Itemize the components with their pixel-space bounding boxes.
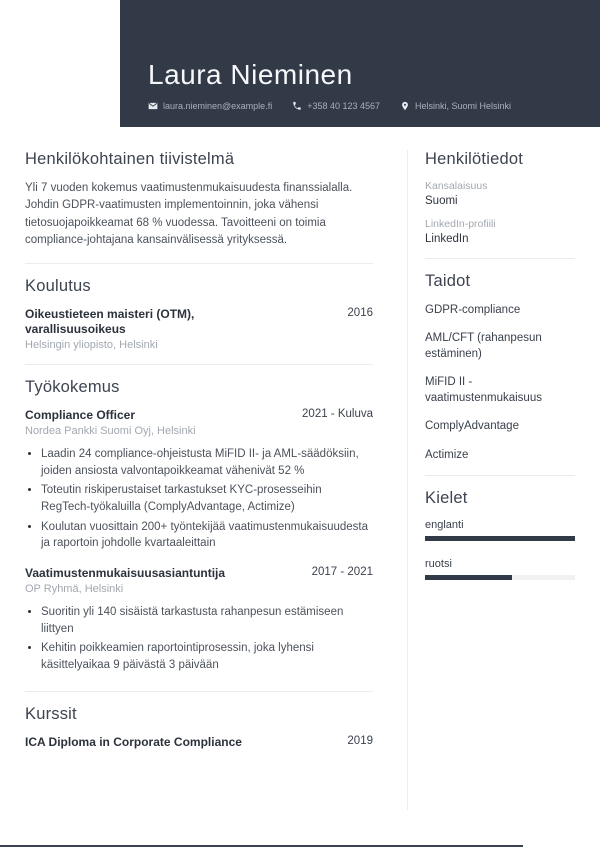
section-divider [25,263,373,264]
skill-item: ComplyAdvantage [425,420,519,433]
contact-email-text: laura.nieminen@example.fi [163,101,273,111]
job-date: 2021 - Kuluva [302,407,373,420]
next-page-edge-indicator [0,845,523,847]
linkedin-link[interactable]: LinkedIn [425,233,469,245]
job-role: Vaatimustenmukaisuusasiantuntija [25,565,226,580]
experience-entry-head [25,566,373,581]
detail-value: Suomi [425,195,458,207]
job-bullet: • Suoritin yli 140 sisäistä tarkastusta rahanpesun estämiseen liittyen [41,604,373,637]
experience-entry [25,408,373,552]
job-bullet: • Laadin 24 compliance-ohjeistusta MiFID II- ja AML-säädöksiin, joiden ansiosta valvontapoikkeamat vähenivät 52 % [41,446,373,479]
languages-title: Kielet [425,488,468,507]
contact-row [148,101,600,111]
section-experience [25,378,373,674]
courses-title: Kurssit [25,704,77,723]
detail-item [425,218,575,245]
phone-icon [292,101,302,111]
skill-item: MiFID II - vaatimustenmukaisuus [425,376,542,405]
job-bullet: • Toteutin riskiperustaiset tarkastukset KYC-prosesseihin RegTech-työkaluilla (ComplyAdvantage, Actimize) [41,482,373,515]
education-entry [25,307,373,351]
language-name: englanti [425,518,464,531]
resume-header [120,0,600,127]
language-level-bar [425,536,575,541]
detail-label: LinkedIn-profiili [425,218,496,230]
language-item [425,519,575,541]
language-level-track [425,536,575,541]
section-summary [25,150,373,250]
skill-item: Actimize [425,448,469,461]
section-divider [425,258,575,259]
course-date: 2019 [347,734,373,747]
section-divider [25,691,373,692]
job-bullets [41,604,373,674]
email-icon [148,101,158,111]
school-name: Helsingin yliopisto, Helsinki [25,338,158,351]
section-languages [425,489,575,580]
summary-text: Yli 7 vuoden kokemus vaatimustenmukaisuudesta finanssialalla. Johdin GDPR-vaatimusten implementoinnin, joka vähensi tietosuojapoikkeamat 68 % vuodessa. Tavoitteeni on toimia compliance-johtajana kansainvälisessä yrityksessä. [25,182,353,247]
section-divider [425,475,575,476]
job-bullet: • Kehitin poikkeamien raportointiprosessin, joka lyhensi käsittelyaikaa 9 päivästä 3 päivään [41,640,373,673]
detail-label: Kansalaisuus [425,180,488,192]
detail-item [425,180,575,207]
language-item [425,558,575,580]
skills-title: Taidot [425,272,471,290]
language-name: ruotsi [425,557,452,570]
education-title: Koulutus [25,276,91,295]
details-title: Henkilötiedot [425,150,523,168]
skill-item: GDPR-compliance [425,304,521,316]
summary-title: Henkilökohtainen tiivistelmä [25,150,235,168]
job-company: OP Ryhmä, Helsinki [25,582,124,595]
contact-email[interactable] [148,101,272,111]
section-skills [425,272,575,463]
job-bullet: • Koulutan vuosittain 200+ työntekijää vaatimustenmukaisuudesta ja raportoin johdolle kvartaaleittain [41,519,373,552]
section-details [425,150,575,245]
job-date: 2017 - 2021 [311,565,373,578]
job-role: Compliance Officer [25,407,136,422]
contact-phone-text: +358 40 123 4567 [307,101,381,111]
job-bullets [41,446,373,552]
language-level-track [425,575,575,580]
contact-phone[interactable] [292,101,380,111]
experience-title: Työkokemus [25,377,120,396]
resume-body [0,127,600,752]
contact-location-text: Helsinki, Suomi Helsinki [415,101,512,111]
course-entry [25,735,373,750]
skills-list [425,302,575,463]
skill-item: AML/CFT (rahanpesun estäminen) [425,332,542,361]
section-divider [25,364,373,365]
language-level-bar [425,575,512,580]
education-date: 2016 [347,306,373,319]
experience-entry-head [25,408,373,423]
contact-location [400,101,511,111]
experience-entry [25,566,373,674]
left-column [25,150,373,752]
person-name: Laura Nieminen [148,59,353,90]
location-icon [400,101,410,111]
course-entry-head [25,735,373,750]
course-name: ICA Diploma in Corporate Compliance [25,734,242,749]
section-education [25,277,373,351]
degree-name: Oikeustieteen maisteri (OTM), varallisuusoikeus [25,306,195,336]
section-courses [25,705,373,750]
right-column [425,150,575,752]
job-company: Nordea Pankki Suomi Oyj, Helsinki [25,424,196,437]
education-entry-head [25,307,373,337]
